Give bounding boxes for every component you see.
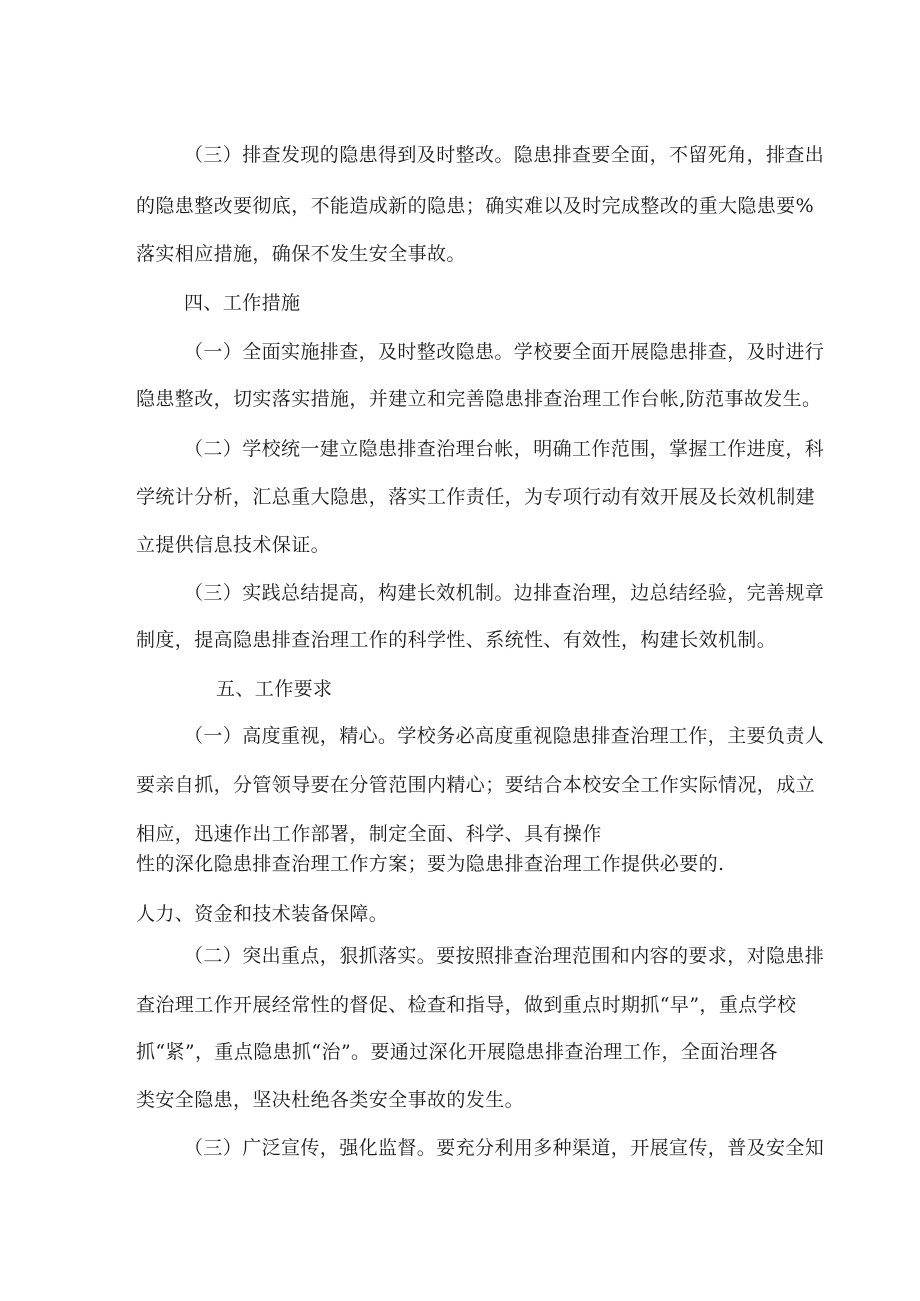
text-line: 性的深化隐患排查治理工作方案；要为隐患排查治理工作提供必要的. xyxy=(136,853,725,875)
text-line: 类安全隐患，坚决杜绝各类安全事故的发生。 xyxy=(136,1089,525,1111)
section-heading: 五、工作要求 xyxy=(216,678,333,700)
text-line: （三）排查发现的隐患得到及时整改。隐患排查要全面，不留死角，排查出 xyxy=(184,144,825,166)
section-heading: 四、工作措施 xyxy=(184,292,301,314)
text-line: （二）突出重点，狠抓落实。要按照排查治理范围和内容的要求，对隐患排 xyxy=(184,945,825,967)
text-line: 抓“紧”，重点隐患抓“治”。要通过深化开展隐患排查治理工作，全面治理各 xyxy=(136,1041,778,1063)
text-line: 的隐患整改要彻底，不能造成新的隐患；确实难以及时完成整改的重大隐患要% xyxy=(136,195,815,217)
text-line: 要亲自抓，分管领导要在分管范围内精心；要结合本校安全工作实际情况，成立 xyxy=(136,774,816,796)
text-line: 立提供信息技术保证。 xyxy=(136,534,331,556)
text-line: （三）实践总结提高，构建长效机制。边排查治理，边总结经验，完善规章 xyxy=(184,582,825,604)
text-line: （三）广泛宣传，强化监督。要充分利用多种渠道，开展宣传，普及安全知 xyxy=(184,1137,825,1159)
text-line: （一）高度重视，精心。学校务必高度重视隐患排查治理工作，主要负责人 xyxy=(184,725,825,747)
text-line: 学统计分析，汇总重大隐患，落实工作责任，为专项行动有效开展及长效机制建 xyxy=(136,486,816,508)
text-line: 查治理工作开展经常性的督促、检查和指导，做到重点时期抓“早”，重点学校 xyxy=(136,994,797,1016)
text-line: 隐患整改，切实落实措施，并建立和完善隐患排查治理工作台帐,防范事故发生。 xyxy=(136,388,822,410)
text-line: 制度，提高隐患排查治理工作的科学性、系统性、有效性，构建长效机制。 xyxy=(136,629,777,651)
text-line: 相应，迅速作出工作部署，制定全面、科学、具有操作 xyxy=(136,823,602,845)
text-line: （一）全面实施排查，及时整改隐患。学校要全面开展隐患排查，及时进行 xyxy=(184,341,825,363)
text-line: （二）学校统一建立隐患排查治理台帐，明确工作范围，掌握工作进度，科 xyxy=(184,438,825,460)
text-line: 人力、资金和技术装备保障。 xyxy=(136,903,389,925)
text-line: 落实相应措施，确保不发生安全事故。 xyxy=(136,243,466,265)
